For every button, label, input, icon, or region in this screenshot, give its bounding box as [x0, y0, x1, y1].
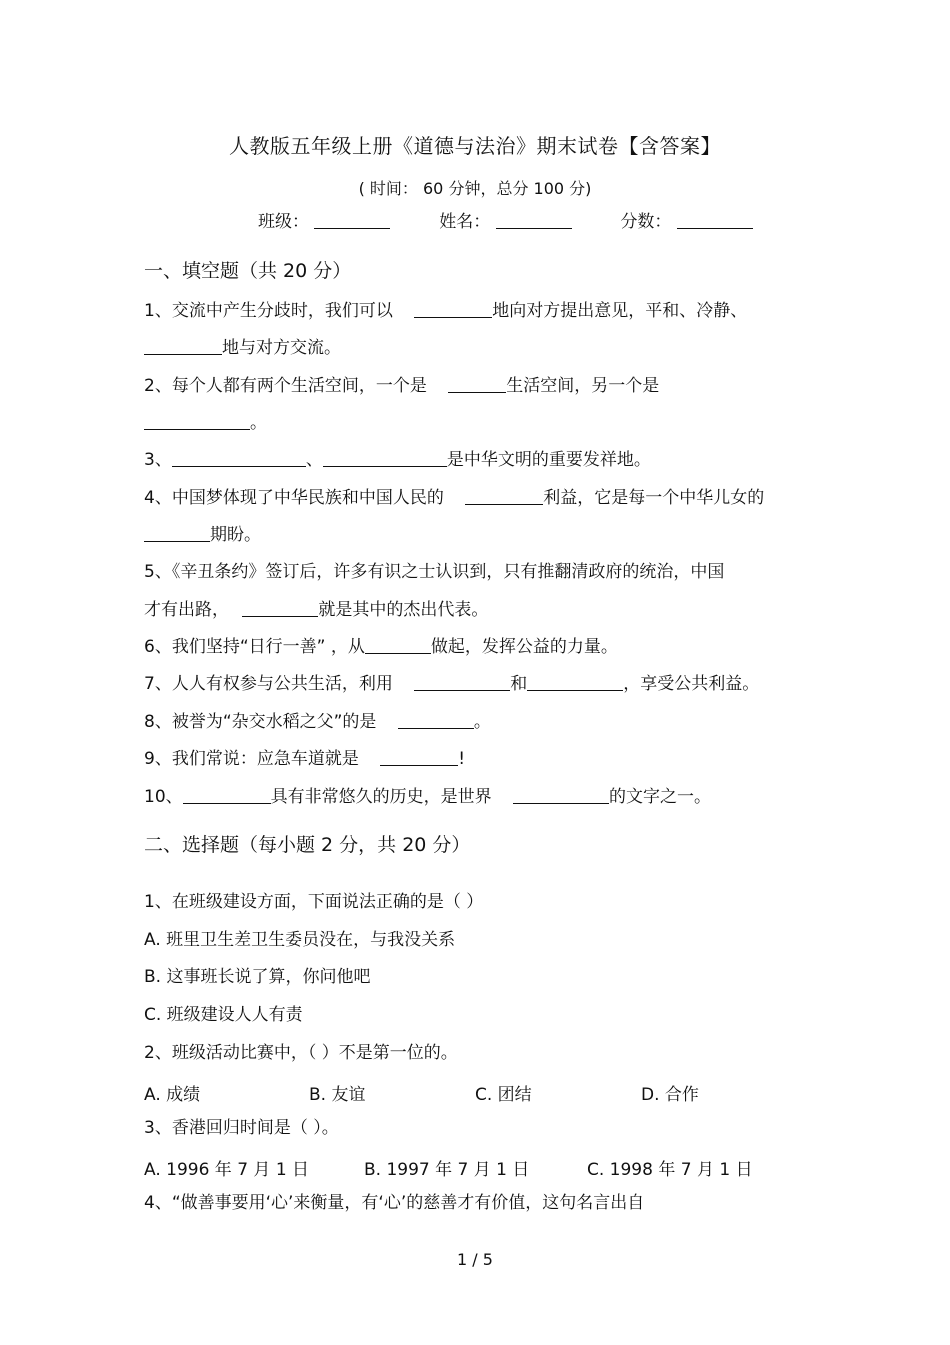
question-text: 和 — [510, 674, 528, 694]
choice-question-4: 4、“做善事要用‘心’来衡量，有‘心’的慈善才有价值，这句名言出自 — [144, 1193, 645, 1213]
fill-question-1-cont — [144, 338, 341, 358]
fill-question-10 — [144, 787, 711, 807]
question-text: 10、 — [144, 787, 183, 807]
question-text: 、 — [305, 450, 323, 470]
section2-heading: 二、选择题（每小题 2 分，共 20 分） — [144, 834, 471, 856]
student-info-row — [258, 212, 753, 232]
question-text: 利益，它是每一个中华儿女的 — [543, 488, 765, 508]
fill-question-3 — [144, 450, 651, 470]
answer-blank[interactable] — [465, 488, 543, 505]
score-label: 分数： — [620, 212, 672, 232]
question-text: 8、被誉为“杂交水稻之父”的是 — [144, 712, 377, 732]
question-text: 才有出路， — [144, 600, 229, 620]
answer-blank[interactable] — [242, 600, 318, 617]
fill-question-7 — [144, 674, 759, 694]
question-text: 。 — [250, 413, 267, 433]
choice-option-c[interactable]: C. 1998 年 7 月 1 日 — [587, 1160, 753, 1180]
question-text: 地向对方提出意见，平和、冷静、 — [492, 301, 748, 321]
fill-question-9 — [144, 749, 465, 769]
choice-option-c[interactable]: C. 团结 — [475, 1085, 532, 1105]
fill-question-2 — [144, 376, 659, 396]
answer-blank[interactable] — [323, 450, 447, 467]
fill-question-4-cont — [144, 525, 261, 545]
answer-blank[interactable] — [414, 674, 510, 691]
question-text: 做起，发挥公益的力量。 — [430, 637, 618, 657]
question-text: 是中华文明的重要发祥地。 — [446, 450, 651, 470]
fill-question-1 — [144, 301, 747, 321]
choice-question-2: 2、班级活动比赛中，（ ）不是第一位的。 — [144, 1043, 458, 1063]
choice-question-1: 1、在班级建设方面，下面说法正确的是（ ） — [144, 892, 484, 912]
fill-question-8 — [144, 712, 491, 732]
fill-question-2-cont — [144, 413, 267, 433]
question-text: 具有非常悠久的历史，是世界 — [270, 787, 492, 807]
score-field[interactable] — [677, 212, 753, 229]
answer-blank[interactable] — [365, 637, 431, 654]
answer-blank[interactable] — [144, 413, 250, 430]
choice-option-b[interactable]: B. 友谊 — [309, 1085, 366, 1105]
fill-question-6 — [144, 637, 618, 657]
answer-blank[interactable] — [172, 450, 306, 467]
fill-question-5-cont — [144, 600, 488, 620]
choice-question-3: 3、香港回归时间是（ ）。 — [144, 1118, 339, 1138]
answer-blank[interactable] — [380, 749, 458, 766]
section1-heading: 一、填空题（共 20 分） — [144, 260, 352, 282]
choice-option-a[interactable]: A. 班里卫生差卫生委员没在，与我没关系 — [144, 930, 456, 950]
question-text: 。 — [473, 712, 491, 732]
answer-blank[interactable] — [398, 712, 474, 729]
exam-time-info: ( 时间： 60 分钟，总分 100 分) — [358, 179, 592, 198]
question-text: 3、 — [144, 450, 172, 470]
name-field[interactable] — [496, 212, 572, 229]
answer-blank[interactable] — [448, 376, 506, 393]
name-label: 姓名： — [439, 212, 491, 232]
question-text: 2、每个人都有两个生活空间，一个是 — [144, 376, 427, 396]
fill-question-5 — [144, 562, 724, 582]
question-text: 地与对方交流。 — [222, 338, 341, 358]
choice-option-c[interactable]: C. 班级建设人人有责 — [144, 1005, 303, 1025]
question-text: 的文字之一。 — [609, 787, 712, 807]
answer-blank[interactable] — [414, 301, 492, 318]
question-text: 4、中国梦体现了中华民族和中国人民的 — [144, 488, 444, 508]
page-number: 1 / 5 — [457, 1250, 493, 1269]
question-text: 就是其中的杰出代表。 — [318, 600, 489, 620]
question-text: 生活空间，另一个是 — [506, 376, 660, 396]
fill-question-4 — [144, 488, 764, 508]
choice-option-b[interactable]: B. 这事班长说了算，你问他吧 — [144, 967, 371, 987]
question-text: 1、交流中产生分歧时，我们可以 — [144, 301, 393, 321]
question-text: 9、我们常说：应急车道就是 — [144, 749, 359, 769]
choice-option-b[interactable]: B. 1997 年 7 月 1 日 — [364, 1160, 530, 1180]
answer-blank[interactable] — [144, 525, 210, 542]
question-text: 期盼。 — [210, 525, 261, 545]
question-text: 7、人人有权参与公共生活，利用 — [144, 674, 393, 694]
question-text: ! — [458, 749, 466, 769]
question-text: 5、《辛丑条约》签订后，许多有识之士认识到，只有推翻清政府的统治，中国 — [144, 562, 725, 582]
question-text: ，享受公共利益。 — [623, 674, 760, 694]
question-text: 6、我们坚持“日行一善” ，从 — [144, 637, 365, 657]
page-title: 人教版五年级上册《道德与法治》期末试卷【含答案】 — [229, 134, 721, 158]
class-field[interactable] — [314, 212, 390, 229]
class-label: 班级： — [258, 212, 309, 232]
answer-blank[interactable] — [183, 787, 271, 804]
answer-blank[interactable] — [513, 787, 609, 804]
answer-blank[interactable] — [527, 674, 623, 691]
choice-option-a[interactable]: A. 1996 年 7 月 1 日 — [144, 1160, 310, 1180]
answer-blank[interactable] — [144, 338, 222, 355]
choice-option-d[interactable]: D. 合作 — [641, 1085, 699, 1105]
choice-option-a[interactable]: A. 成绩 — [144, 1085, 201, 1105]
